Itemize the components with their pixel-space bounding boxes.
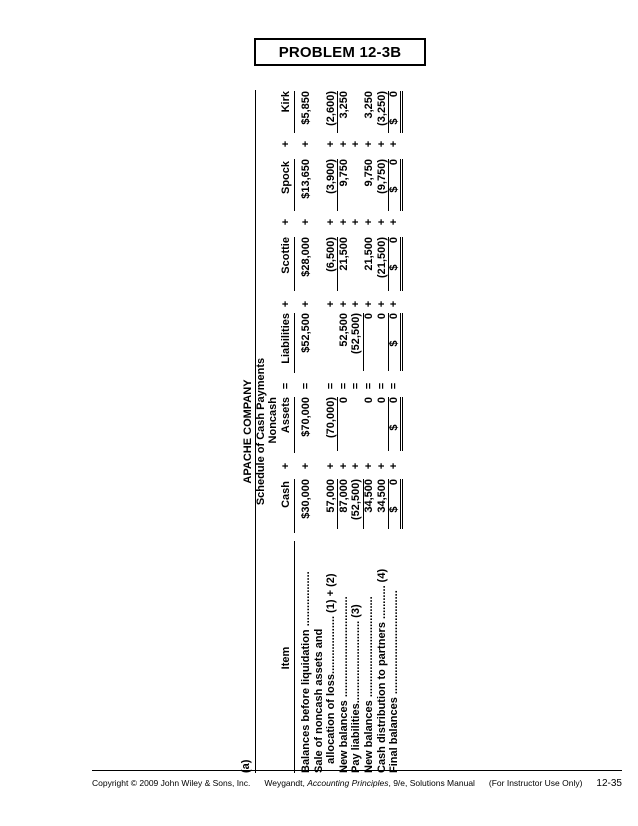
liab-header-rule <box>294 313 295 373</box>
row-item-label: Pay liabilities........................... (3) <box>350 604 363 773</box>
schedule-table <box>240 90 426 773</box>
cell-kirk: 3,250 <box>363 91 375 119</box>
final-rule-2 <box>402 91 403 133</box>
schedule-title: Schedule of Cash Payments <box>255 357 267 506</box>
final-rule-1 <box>400 91 401 133</box>
cell-scottie: 21,500 <box>337 237 350 271</box>
row-item-label: allocation of loss................... (1) + (2) <box>325 573 338 773</box>
scottie-header-rule <box>294 237 295 291</box>
cell-noncash: 0 <box>363 397 375 404</box>
row-operator: + <box>388 462 401 470</box>
row-operator: + <box>337 300 350 308</box>
row-operator: + <box>363 140 375 148</box>
cell-kirk: (3,250) <box>375 91 388 126</box>
row-operator: + <box>350 218 363 226</box>
subtotal-rule <box>388 397 389 451</box>
row-operator: + <box>388 218 401 226</box>
row-item-label: Final balances .................................. <box>388 590 401 773</box>
page-footer <box>92 770 622 789</box>
cell-cash: 87,000 <box>337 479 350 513</box>
cell-liab: $ 0 <box>388 313 401 347</box>
cell-noncash: $70,000 <box>300 397 312 437</box>
row-operator: + <box>337 462 350 470</box>
row-operator: + <box>300 140 312 148</box>
cell-scottie: 21,500 <box>363 237 375 271</box>
row-operator: = <box>350 382 363 390</box>
cell-kirk: $ 0 <box>388 91 401 125</box>
cell-noncash: (70,000) <box>325 397 338 438</box>
subtotal-rule <box>337 479 338 529</box>
cell-liab: 52,500 <box>337 313 350 347</box>
col-header-noncash-1: Noncash <box>267 397 279 444</box>
row-operator: + <box>325 140 338 148</box>
row-item-label: Cash distribution to partners ........... (4) <box>375 568 388 773</box>
cell-spock: $ 0 <box>388 159 401 193</box>
col-header-liabilities: Liabilities <box>280 313 292 364</box>
col-header-noncash-2: Assets <box>280 397 292 434</box>
subtotal-rule <box>337 159 338 211</box>
footer-page-number: 12-35 <box>596 778 622 789</box>
cell-noncash: $ 0 <box>388 397 401 431</box>
row-operator: + <box>300 300 312 308</box>
cell-spock: 9,750 <box>337 159 350 187</box>
footer-use: (For Instructor Use Only) <box>488 778 583 788</box>
subtotal-rule <box>337 91 338 133</box>
cell-scottie: (21,500) <box>375 237 388 278</box>
row-operator: + <box>350 140 363 148</box>
row-operator: + <box>325 300 338 308</box>
final-rule-1 <box>400 237 401 291</box>
row-item-label: New balances ................................. <box>363 596 375 773</box>
row-item-label: Sale of noncash assets and <box>312 628 325 773</box>
final-rule-2 <box>402 159 403 211</box>
row-operator: + <box>363 462 375 470</box>
col-header-scottie: Scottie <box>280 237 292 274</box>
row-operator: + <box>337 140 350 148</box>
cell-kirk: (2,600) <box>325 91 338 126</box>
subtotal-rule <box>363 479 364 529</box>
footer-copyright: Copyright © 2009 John Wiley & Sons, Inc. <box>92 778 251 788</box>
row-operator: = <box>375 382 388 390</box>
row-operator: = <box>300 382 312 390</box>
subtotal-rule <box>337 397 338 451</box>
cell-scottie: $ 0 <box>388 237 401 271</box>
noncash-header-rule <box>294 397 295 453</box>
cell-scottie: (6,500) <box>325 237 338 272</box>
subtotal-rule <box>337 237 338 291</box>
subtotal-rule <box>388 479 389 529</box>
row-operator: + <box>375 300 388 308</box>
cell-cash: $30,000 <box>300 479 312 519</box>
row-operator: + <box>375 140 388 148</box>
row-operator: + <box>388 300 401 308</box>
subtotal-rule <box>363 313 364 371</box>
row-operator: + <box>337 218 350 226</box>
cell-cash: 34,500 <box>375 479 388 513</box>
final-rule-2 <box>402 479 403 529</box>
cell-liab: $52,500 <box>300 313 312 353</box>
cell-cash: $ 0 <box>388 479 401 513</box>
row-operator: = <box>337 382 350 390</box>
problem-title: PROBLEM 12-3B <box>254 38 426 66</box>
row-operator: + <box>325 462 338 470</box>
rotated-schedule <box>240 90 426 773</box>
final-rule-1 <box>400 159 401 211</box>
row-operator: = <box>325 382 338 390</box>
row-operator: + <box>388 140 401 148</box>
cell-liab: (52,500) <box>350 313 363 354</box>
row-operator: + <box>300 218 312 226</box>
row-item-label: New balances ................................. <box>337 596 350 773</box>
subtotal-rule <box>388 237 389 291</box>
cell-liab: 0 <box>375 313 388 320</box>
row-operator: = <box>363 382 375 390</box>
cell-spock: $13,650 <box>300 159 312 199</box>
col-header-kirk: Kirk <box>280 91 292 113</box>
cell-cash: 57,000 <box>325 479 338 513</box>
cell-spock: (3,900) <box>325 159 338 194</box>
final-rule-1 <box>400 313 401 371</box>
cell-noncash: 0 <box>337 397 350 404</box>
final-rule-2 <box>402 237 403 291</box>
final-rule-2 <box>402 313 403 371</box>
cell-kirk: 3,250 <box>337 91 350 119</box>
cell-liab: 0 <box>363 313 375 320</box>
company-name: APACHE COMPANY <box>242 379 254 484</box>
row-operator: + <box>363 300 375 308</box>
row-operator: + <box>300 462 312 470</box>
header-plus-4: + <box>280 140 292 148</box>
subtotal-rule <box>388 91 389 133</box>
col-header-spock: Spock <box>280 161 292 195</box>
row-operator: + <box>375 218 388 226</box>
subtotal-rule <box>388 159 389 211</box>
row-item-label: Balances before liquidation .................. <box>300 571 312 773</box>
row-operator: + <box>325 218 338 226</box>
cell-kirk: $5,850 <box>300 91 312 125</box>
row-operator: = <box>388 382 401 390</box>
final-rule-2 <box>402 397 403 451</box>
header-plus-1: + <box>280 462 292 470</box>
row-operator: + <box>375 462 388 470</box>
cell-cash: (52,500) <box>350 479 363 520</box>
footer-book: Weygandt, Accounting Principles, 9/e, Solutions Manual <box>264 778 475 788</box>
row-operator: + <box>350 300 363 308</box>
subtotal-rule <box>388 313 389 371</box>
spock-header-rule <box>294 159 295 211</box>
final-rule-1 <box>400 479 401 529</box>
part-label: (a) <box>240 759 252 773</box>
cell-scottie: $28,000 <box>300 237 312 277</box>
cell-cash: 34,500 <box>363 479 375 513</box>
col-header-cash: Cash <box>280 481 292 508</box>
kirk-header-rule <box>294 91 295 133</box>
cash-header-rule <box>294 479 295 533</box>
item-header-rule <box>294 541 295 773</box>
header-equals: = <box>280 382 292 390</box>
header-plus-2: + <box>280 300 292 308</box>
row-operator: + <box>350 462 363 470</box>
cell-spock: (9,750) <box>375 159 388 194</box>
col-header-item: Item <box>280 646 292 670</box>
row-operator: + <box>363 218 375 226</box>
final-rule-1 <box>400 397 401 451</box>
cell-noncash: 0 <box>375 397 388 404</box>
cell-spock: 9,750 <box>363 159 375 187</box>
header-plus-3: + <box>280 218 292 226</box>
